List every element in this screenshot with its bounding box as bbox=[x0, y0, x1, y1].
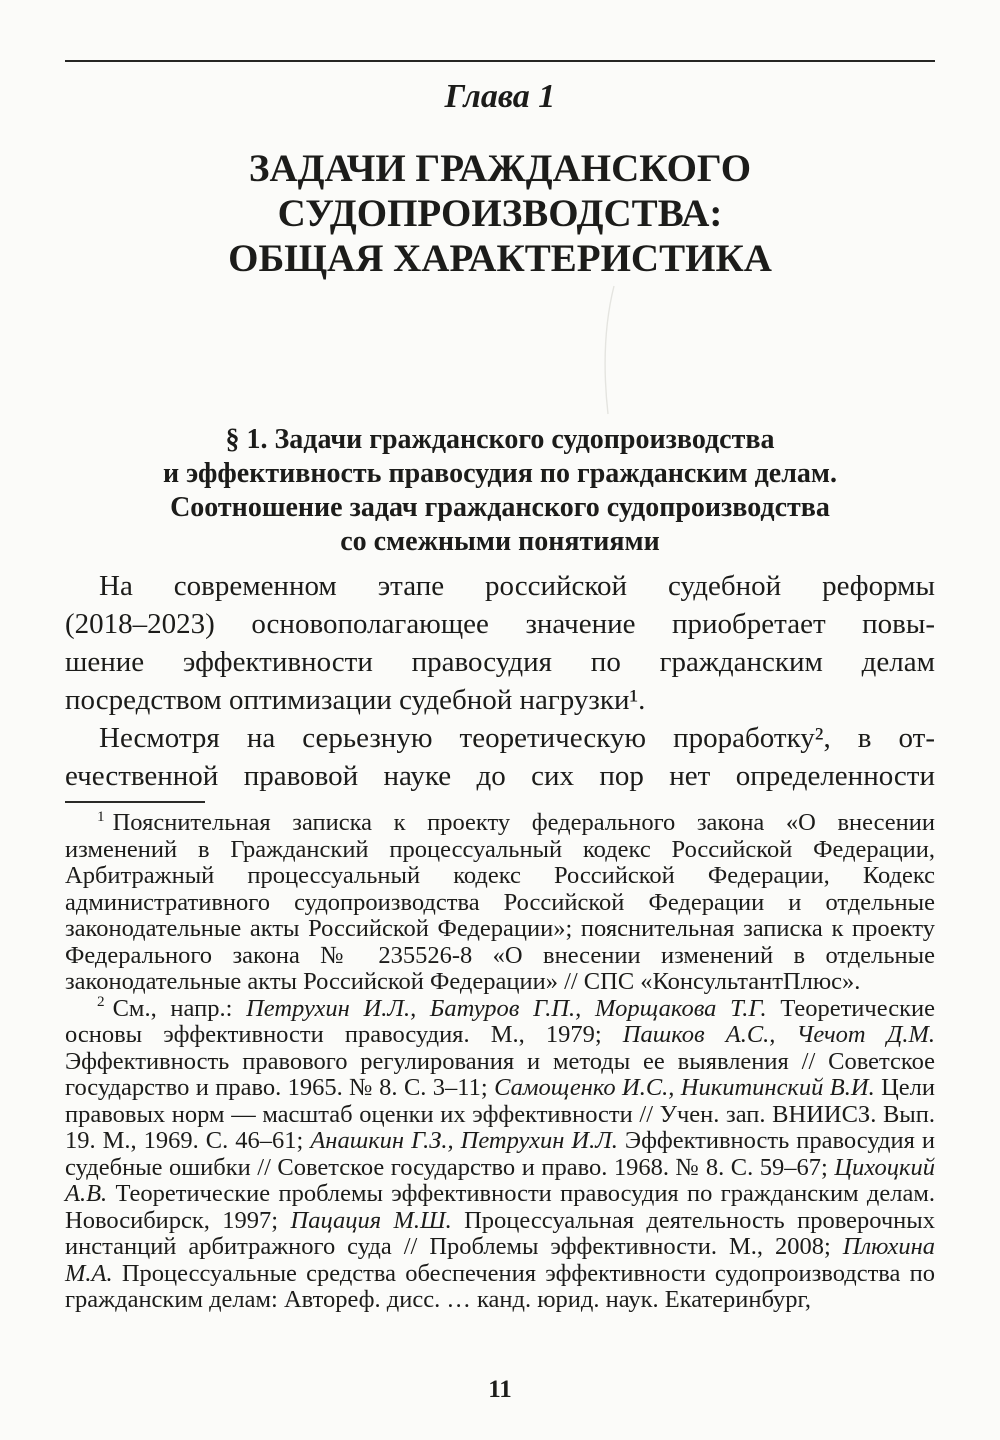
scan-artifact bbox=[592, 284, 620, 418]
footnote-marker: 2 bbox=[97, 993, 105, 1011]
chapter-title-line: ЗАДАЧИ ГРАЖДАНСКОГО bbox=[248, 147, 752, 190]
footnote-separator bbox=[65, 801, 205, 803]
page-number: 11 bbox=[488, 1376, 512, 1403]
chapter-label: Глава 1 bbox=[444, 78, 556, 115]
footnotes bbox=[65, 807, 936, 1314]
footnote-1 bbox=[65, 807, 935, 996]
section-heading bbox=[65, 423, 935, 559]
body-text bbox=[65, 567, 935, 795]
section-heading-line: и эффективность правосудия по гражданским делам. bbox=[162, 458, 838, 489]
chapter-title bbox=[65, 146, 935, 281]
paragraph bbox=[65, 719, 935, 795]
footnote-text: Пояснительная записка к проекту федерального закона «О внесении изменений в Гражданский процессуальный кодекс Российской Федерации, Арбитражный процессуальный кодекс Российской Федерации, Кодекс административного судопроизводства Российской Федерации и отдельные законодательные акты Российской Федерации»; пояснительная записка к проекту Федерального закона № 235526-8 «О внесении изменений в отдельные законодательные акты Российской Федерации» // СПС «КонсультантПлюс». bbox=[65, 809, 935, 995]
body-line: ечественной правовой науке до сих пор нет определенности bbox=[65, 760, 935, 792]
body-line: Несмотря на серьезную теоретическую проработку², в от- bbox=[99, 722, 935, 754]
section-heading-line: со смежными понятиями bbox=[340, 526, 660, 557]
chapter-title-line: ОБЩАЯ ХАРАКТЕРИСТИКА bbox=[228, 237, 772, 280]
body-line: На современном этапе российской судебной реформы bbox=[99, 570, 935, 602]
paragraph bbox=[65, 567, 935, 719]
footnote-2 bbox=[65, 993, 936, 1314]
body-line: шение эффективности правосудия по гражданским делам bbox=[65, 646, 935, 678]
header-rule bbox=[65, 60, 935, 62]
footnote-marker: 1 bbox=[97, 807, 105, 825]
body-line: посредством оптимизации судебной нагрузки¹. bbox=[65, 684, 646, 716]
body-line: (2018–2023) основополагающее значение приобретает повы- bbox=[65, 608, 935, 640]
chapter-title-line: СУДОПРОИЗВОДСТВА: bbox=[277, 192, 723, 235]
section-heading-line: Соотношение задач гражданского судопроизводства bbox=[170, 492, 830, 523]
section-heading-line: § 1. Задачи гражданского судопроизводства bbox=[225, 424, 775, 455]
footnote-text: См., напр.: Петрухин И.Л., Батуров Г.П., Морщакова Т.Г. Теоретические основы эффективности правосудия. М., 1979; Пашков А.С., Чечот Д.М. Эффективность правового регулирования и методы ее выявления // Советское государство и право. 1965. № 8. С. 3–11; Самощенко И.С., Никитинский В.И. Цели правовых норм — масштаб оценки их эффективности // Учен. зап. ВНИИСЗ. Вып. 19. М., 1969. С. 46–61; Анашкин Г.З., Петрухин И.Л. Эффективность правосудия и судебные ошибки // Советское государство и право. 1968. № 8. С. 59–67; Цихоцкий А.В. Теоретические проблемы эффективности правосудия по гражданским делам. Новосибирск, 1997; Пацация М.Ш. Процессуальная деятельность проверочных инстанций арбитражного суда // Проблемы эффективности. М., 2008; Плюхина М.А. Процессуальные средства обеспечения эффективности судопроизводства по гражданским делам: Автореф. дисс. … канд. юрид. наук. Екатеринбург, bbox=[65, 994, 936, 1313]
